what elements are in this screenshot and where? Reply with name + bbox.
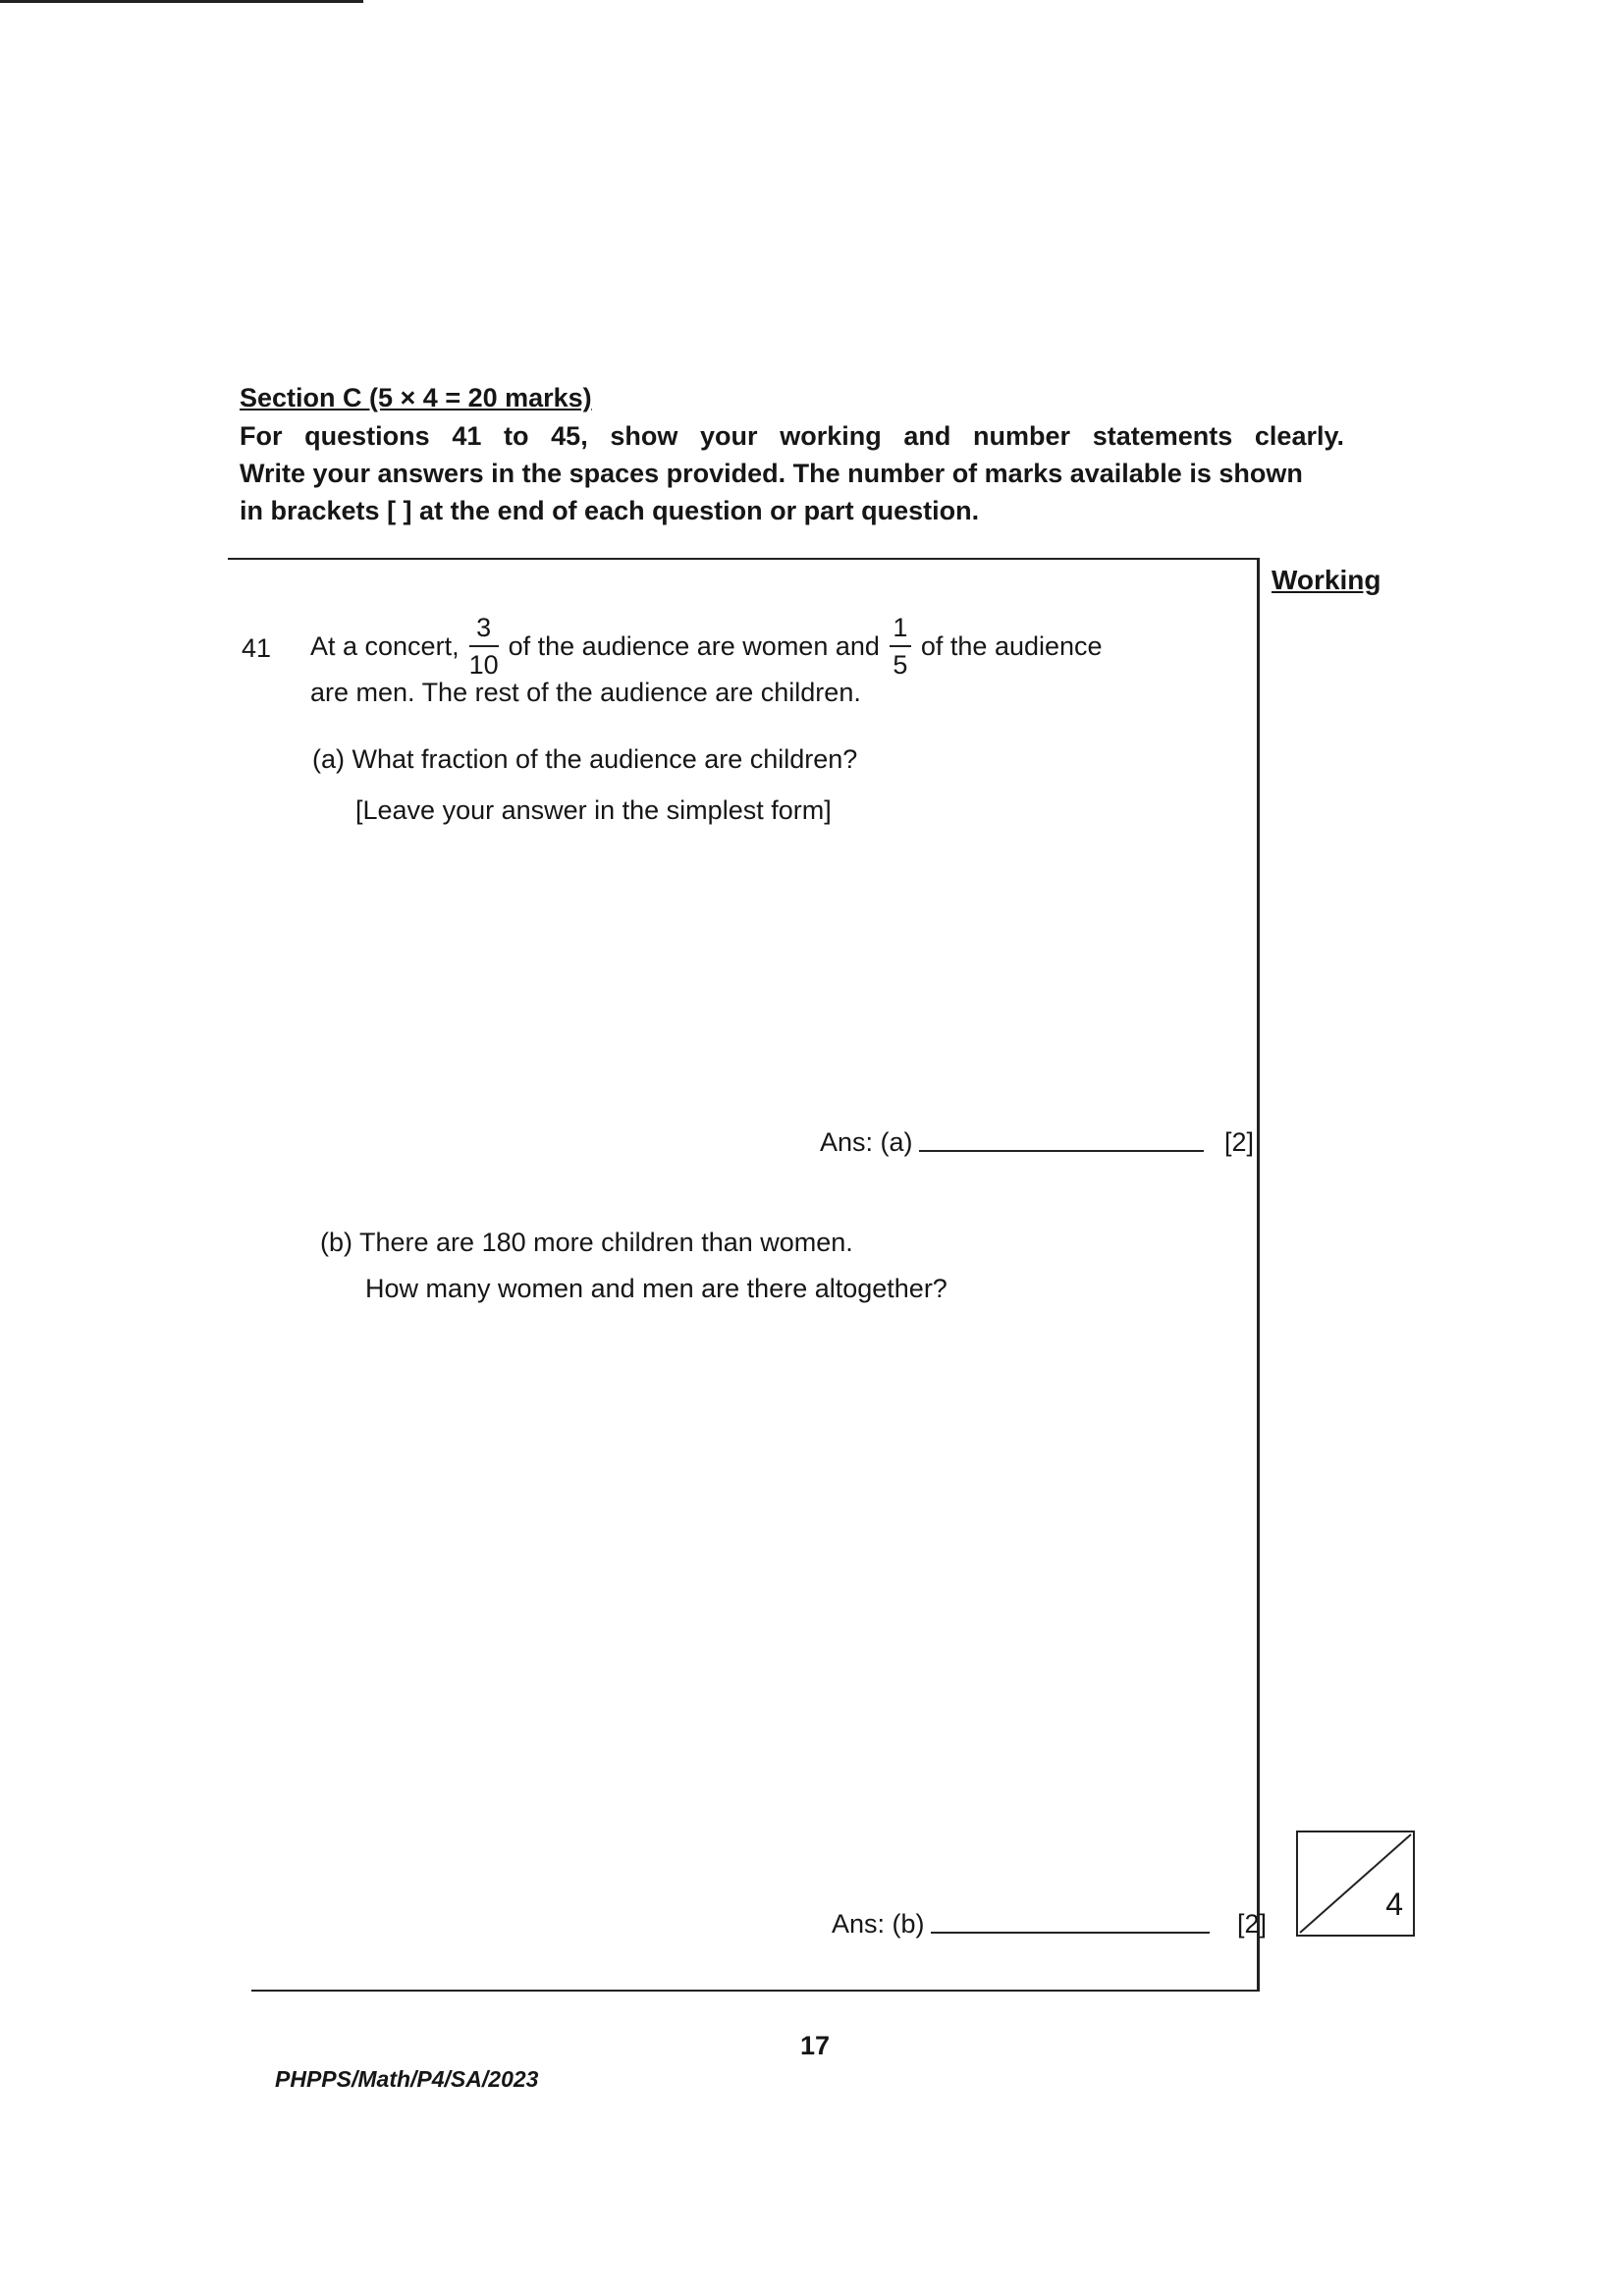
section-instructions (240, 417, 1344, 529)
part-a-question: (a) What fraction of the audience are children? (312, 744, 858, 774)
answer-a-blank[interactable] (919, 1149, 1204, 1152)
fraction-women-denominator: 10 (468, 650, 499, 680)
instructions-line-2: Write your answers in the spaces provided. The number of marks available is shown (240, 459, 1303, 488)
question-number: 41 (242, 633, 272, 663)
fraction-women-numerator: 3 (476, 613, 492, 642)
instructions-line-3: in brackets [ ] at the end of each question or part question. (240, 496, 980, 525)
answer-b-label: Ans: (b) (832, 1909, 925, 1939)
answer-b-blank[interactable] (931, 1931, 1210, 1934)
question-box-bottom-border (251, 1990, 1260, 1992)
footer-code: PHPPS/Math/P4/SA/2023 (275, 2066, 539, 2092)
fraction-men (890, 613, 911, 680)
question-box-top-border (228, 558, 1259, 560)
answer-a-label: Ans: (a) (820, 1127, 913, 1157)
part-b-question-line-2: How many women and men are there altogether? (365, 1274, 947, 1303)
fraction-bar (890, 645, 911, 647)
stem-text-middle: of the audience are women and (508, 630, 880, 661)
instructions-line-1: For questions 41 to 45, show your working and number statements clearly. (240, 421, 1344, 451)
answer-a-row (820, 1127, 1204, 1158)
question-box-right-border (1257, 558, 1260, 1992)
part-a-marks: [2] (1224, 1127, 1255, 1157)
marks-box (1296, 1831, 1415, 1937)
marks-box-total: 4 (1385, 1886, 1403, 1922)
fraction-bar (469, 645, 499, 647)
question-stem-line-2: are men. The rest of the audience are children. (310, 678, 861, 707)
question-stem-line-1 (310, 607, 1103, 685)
part-b-question-line-1: (b) There are 180 more children than women. (320, 1228, 853, 1257)
stem-text-start: At a concert, (310, 630, 460, 661)
page-number: 17 (800, 2031, 831, 2060)
fraction-men-denominator: 5 (893, 650, 908, 680)
section-title: Section C (5 × 4 = 20 marks) (240, 383, 592, 412)
part-a-note: [Leave your answer in the simplest form] (355, 795, 832, 825)
fraction-men-numerator: 1 (893, 613, 908, 642)
working-column-label: Working (1272, 565, 1381, 595)
scan-edge-line (0, 0, 363, 3)
stem-text-end: of the audience (920, 630, 1103, 661)
part-b-marks: [2] (1237, 1909, 1268, 1939)
fraction-women (469, 613, 499, 680)
answer-b-row (832, 1909, 1210, 1940)
